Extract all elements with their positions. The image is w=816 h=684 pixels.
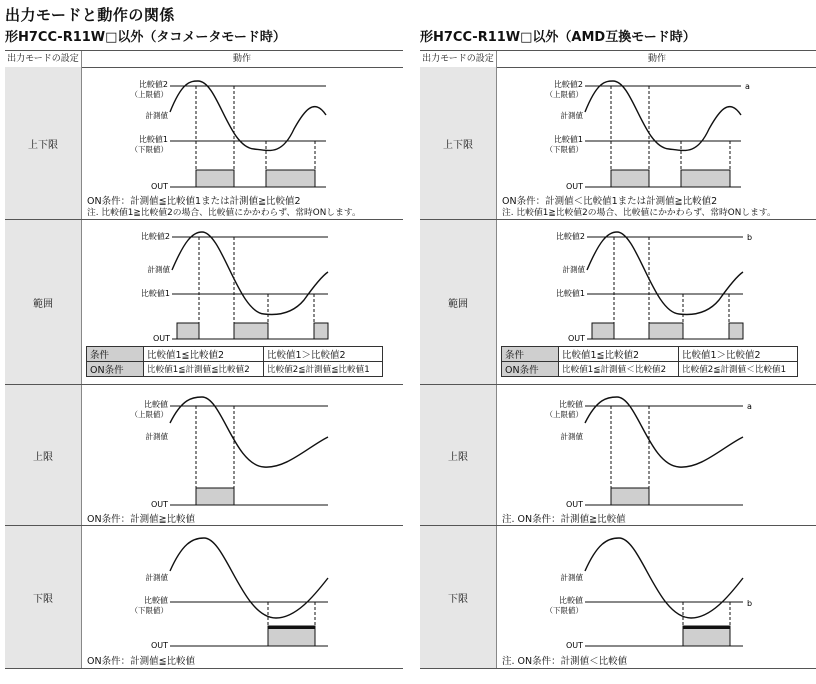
table-header — [420, 50, 816, 68]
label-cmp: 比較値 — [559, 400, 583, 409]
cond-b: 比較値1＞比較値2 — [264, 347, 383, 362]
out-pulse — [314, 323, 328, 339]
label-cmp: 比較値 — [559, 596, 583, 605]
out-pulse — [681, 170, 730, 187]
mode-label: 上限 — [5, 385, 82, 525]
page-title: 出力モードと動作の関係 — [5, 6, 175, 24]
sine-wave — [587, 232, 743, 314]
sine-wave — [585, 81, 741, 150]
note: 注. 比較値1≧比較値2の場合、比較値にかかわらず、常時ONします。 — [87, 208, 361, 218]
action-cell — [82, 67, 403, 219]
row-lower — [5, 526, 403, 669]
row-upper-lower — [5, 67, 403, 220]
mode-label: 下限 — [420, 526, 497, 668]
row-range — [5, 220, 403, 385]
on-condition: 注. ON条件：計測値＜比較値 — [502, 656, 628, 667]
row-upper-lower — [420, 67, 816, 220]
cond-label: 条件 — [502, 347, 559, 362]
label-cmp: 比較値 — [144, 596, 168, 605]
action-cell — [497, 67, 816, 219]
on-a: 比較値1≦計測値＜比較値2 — [559, 362, 679, 377]
label-cmp2: 比較値2 — [553, 80, 583, 89]
action-cell — [497, 385, 816, 525]
label-out: OUT — [150, 641, 168, 650]
out-pulse — [266, 170, 315, 187]
label-upper: （上限値） — [545, 90, 583, 99]
action-cell — [497, 526, 816, 668]
note: 注. 比較値1≧比較値2の場合、比較値にかかわらず、常時ONします。 — [502, 208, 776, 218]
header-action: 動作 — [647, 54, 666, 64]
sine-wave — [585, 397, 743, 467]
on-label: ON条件 — [502, 362, 559, 377]
label-out: OUT — [565, 182, 583, 191]
left-subtitle: 形H7CC-R11W□以外（タコメータモード時） — [5, 30, 286, 45]
waveform-diagram — [82, 385, 403, 525]
table-header — [5, 50, 403, 68]
row-range — [420, 220, 816, 385]
label-out: OUT — [565, 500, 583, 509]
mode-label: 範囲 — [5, 220, 82, 384]
mode-label: 範囲 — [420, 220, 497, 384]
row-lower — [420, 526, 816, 669]
on-label: ON条件 — [87, 362, 144, 377]
left-table — [5, 50, 403, 670]
mark-a: a — [745, 82, 750, 91]
label-out: OUT — [152, 334, 170, 343]
sine-wave — [170, 538, 328, 618]
cond-a: 比較値1≦比較値2 — [144, 347, 264, 362]
label-cmp1: 比較値1 — [555, 289, 585, 298]
cond-b: 比較値1＞比較値2 — [679, 347, 798, 362]
on-condition: ON条件：計測値＜比較値1または計測値≧比較値2 — [502, 196, 718, 207]
row-upper — [5, 385, 403, 526]
out-pulse — [196, 488, 234, 505]
out-pulse — [649, 323, 683, 339]
out-pulse-top — [268, 626, 315, 629]
label-out: OUT — [150, 500, 168, 509]
label-lower: （下限値） — [545, 606, 583, 615]
out-pulse — [592, 323, 614, 339]
label-upper: （上限値） — [130, 90, 168, 99]
mode-label: 上限 — [420, 385, 497, 525]
out-pulse — [611, 488, 649, 505]
mark-a: a — [747, 402, 752, 411]
out-pulse — [196, 170, 234, 187]
out-pulse — [177, 323, 199, 339]
sine-wave — [585, 538, 743, 618]
label-upper: （上限値） — [130, 410, 168, 419]
action-cell — [82, 220, 403, 384]
on-condition: ON条件：計測値≧比較値 — [87, 514, 196, 525]
on-b: 比較値2≦計測値＜比較値1 — [679, 362, 798, 377]
condition-table — [501, 346, 798, 377]
label-out: OUT — [150, 182, 168, 191]
sine-wave — [170, 81, 326, 150]
mark-b: b — [747, 233, 753, 242]
waveform-diagram — [497, 385, 816, 525]
header-mode: 出力モードの設定 — [420, 51, 497, 67]
action-cell — [82, 385, 403, 525]
label-measured: 計測値 — [562, 265, 585, 274]
on-b: 比較値2≦計測値≦比較値1 — [264, 362, 383, 377]
out-pulse-top — [683, 626, 730, 629]
out-pulse — [234, 323, 268, 339]
sine-wave — [172, 232, 328, 314]
label-lower: （下限値） — [545, 145, 583, 154]
action-cell — [497, 220, 816, 384]
row-upper — [420, 385, 816, 526]
waveform-diagram — [82, 526, 403, 668]
label-upper: （上限値） — [545, 410, 583, 419]
mark-b: b — [747, 599, 753, 608]
out-pulse — [611, 170, 649, 187]
label-measured: 計測値 — [560, 573, 583, 582]
cond-a: 比較値1≦比較値2 — [559, 347, 679, 362]
mode-label: 上下限 — [420, 67, 497, 219]
label-cmp1: 比較値1 — [553, 135, 583, 144]
mode-label: 上下限 — [5, 67, 82, 219]
waveform-diagram — [497, 526, 816, 668]
mode-label: 下限 — [5, 526, 82, 668]
condition-table — [86, 346, 383, 377]
out-pulse — [729, 323, 743, 339]
label-cmp2: 比較値2 — [555, 232, 585, 241]
header-mode: 出力モードの設定 — [5, 51, 82, 67]
on-a: 比較値1≦計測値≦比較値2 — [144, 362, 264, 377]
right-subtitle: 形H7CC-R11W□以外（AMD互換モード時） — [420, 30, 696, 45]
label-measured: 計測値 — [147, 265, 170, 274]
action-cell — [82, 526, 403, 668]
cond-label: 条件 — [87, 347, 144, 362]
label-lower: （下限値） — [130, 145, 168, 154]
label-cmp2: 比較値2 — [138, 80, 168, 89]
label-measured: 計測値 — [145, 573, 168, 582]
label-out: OUT — [567, 334, 585, 343]
label-cmp2: 比較値2 — [140, 232, 170, 241]
label-measured: 計測値 — [145, 432, 168, 441]
label-measured: 計測値 — [560, 432, 583, 441]
label-measured: 計測値 — [145, 111, 168, 120]
on-condition: ON条件：計測値≦比較値 — [87, 656, 196, 667]
header-action: 動作 — [232, 54, 251, 64]
on-condition: ON条件：計測値≦比較値1または計測値≧比較値2 — [87, 196, 301, 207]
label-cmp1: 比較値1 — [140, 289, 170, 298]
label-out: OUT — [565, 641, 583, 650]
label-cmp: 比較値 — [144, 400, 168, 409]
label-lower: （下限値） — [130, 606, 168, 615]
label-cmp1: 比較値1 — [138, 135, 168, 144]
right-table — [420, 50, 816, 670]
label-measured: 計測値 — [560, 111, 583, 120]
sine-wave — [170, 397, 328, 467]
on-condition: 注. ON条件：計測値≧比較値 — [502, 514, 626, 525]
